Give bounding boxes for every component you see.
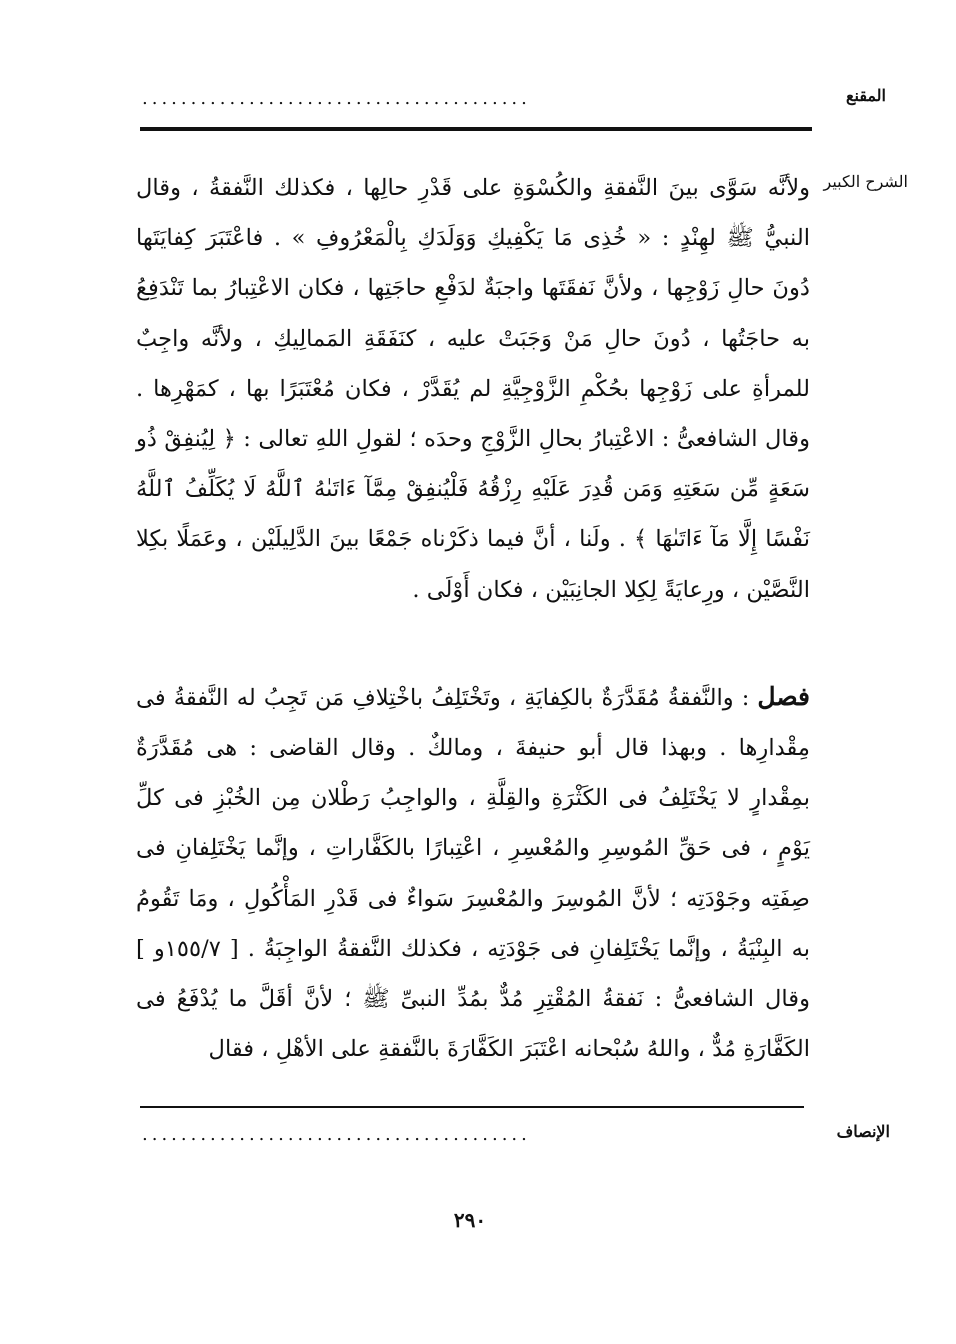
header-rule (140, 127, 812, 131)
header-label: المقنع (845, 86, 886, 105)
footer-label: الإنصاف (836, 1122, 890, 1141)
section-word: فصل (757, 681, 810, 711)
page-number: ٢٩٠ (453, 1208, 487, 1232)
footer-rule (140, 1106, 804, 1108)
footer-dots: ........................................ (142, 1124, 531, 1145)
paragraph-2-text: : والنَّفقةُ مُقَدَّرَةٌ بالكِفايَةِ ، وتَخْتَلِفُ باخْتِلافِ مَن تَجِبُ له النَّفقةُ فى مِقْدارِها . وبهذا قال أبو حنيفةَ ، ومالكٌ . وقال القاضى : هى مُقَدَّرَةٌ بمِقْدارٍ لا يَخْتَلِفُ فى الكَثْرَةِ والقِلَّةِ ، والواجِبُ رَطْلان مِن الخُبْزِ فى كلِّ يَوْمٍ ، فى حَقِّ المُوسِرِ والمُعْسِرِ ، اعْتِبارًا بالكَفَّاراتِ ، وإنَّما يَخْتَلِفانِ فى صِفَتِه وجَوْدَتِه ؛ لأنَّ المُوسِرَ والمُعْسِرَ سَواءٌ فى قَدْرِ المَأْكُولِ ، ومَا تَقُومُ به البِنْيَةُ ، وإنَّما يَخْتَلِفانِ فى جَوْدَتِه ، فكذلك النَّفقةُ الواجِبَةُ . [ ١٥٥/٧و ] وقال الشافعىُّ : نَفقةُ المُقْتِرِ مُدٌّ بمُدِّ النبىِّ ﷺ ؛ لأنَّ أقَلَّ ما يُدْفَعُ فى الكَفَّارَةِ مُدٌّ ، واللهُ سُبْحانه اعْتَبَرَ الكَفَّارَةَ بالنَّفقةِ على الأهْلِ ، فقال (136, 684, 810, 1063)
header-dots: ........................................ (142, 88, 531, 109)
paragraph-1: ولأنَّه سَوَّى بينَ النَّفقةِ والكُسْوَةِ على قَدْرِ حالِها ، فكذلك النَّفقةُ ، وقال النبيُّ ﷺ لهِنْدٍ : « خُذِى مَا يَكْفِيكِ وَوَلَدَكِ بِالْمَعْرُوفِ » . فاعْتَبَرَ كِفايَتَها دُونَ حالِ زَوْجِها ، ولأنَّ نَفقَتَها واجبَةٌ لدَفْعِ حاجَتِها ، فكان الاعْتِبارُ بما تَنْدَفِعُ به حاجَتُها ، دُونَ حالِ مَنْ وَجَبَتْ عليه ، كنَفَقَةِ المَمالِيكِ ، ولأنَّه واجِبٌ للمرأةِ على زَوْجِها بحُكْمِ الزَّوْجِيَّةِ لم يُقَدَّرْ ، فكان مُعْتَبَرًا بها ، كمَهْرِها . وقال الشافعىُّ : الاعْتِبارُ بحالِ الزَّوْجِ وحدَه ؛ لقولِ اللهِ تعالى : ﴿ لِيُنفِقْ ذُو سَعَةٍ مِّن سَعَتِهِ وَمَن قُدِرَ عَلَيْهِ رِزْقُهُ فَلْيُنفِقْ مِمَّآ ءَاتَىٰهُ ٱللَّهُ لَا يُكَلِّفُ ٱللَّهُ نَفْسًا إِلَّا مَآ ءَاتَىٰهَا ﴾ . ولَنا ، أنَّ فيما ذكَرْناه جَمْعًا بينَ الدَّلِيلَيْن ، وعَمَلًا بكِلا النَّصَّيْن ، ورِعايَةً لِكِلا الجانِبَيْن ، فكان أَوْلَى . (136, 175, 810, 603)
paragraph-gap (136, 615, 810, 672)
paragraph-2 (136, 672, 810, 1075)
side-label: الشرح الكبير (823, 172, 908, 191)
main-text (136, 163, 810, 1074)
